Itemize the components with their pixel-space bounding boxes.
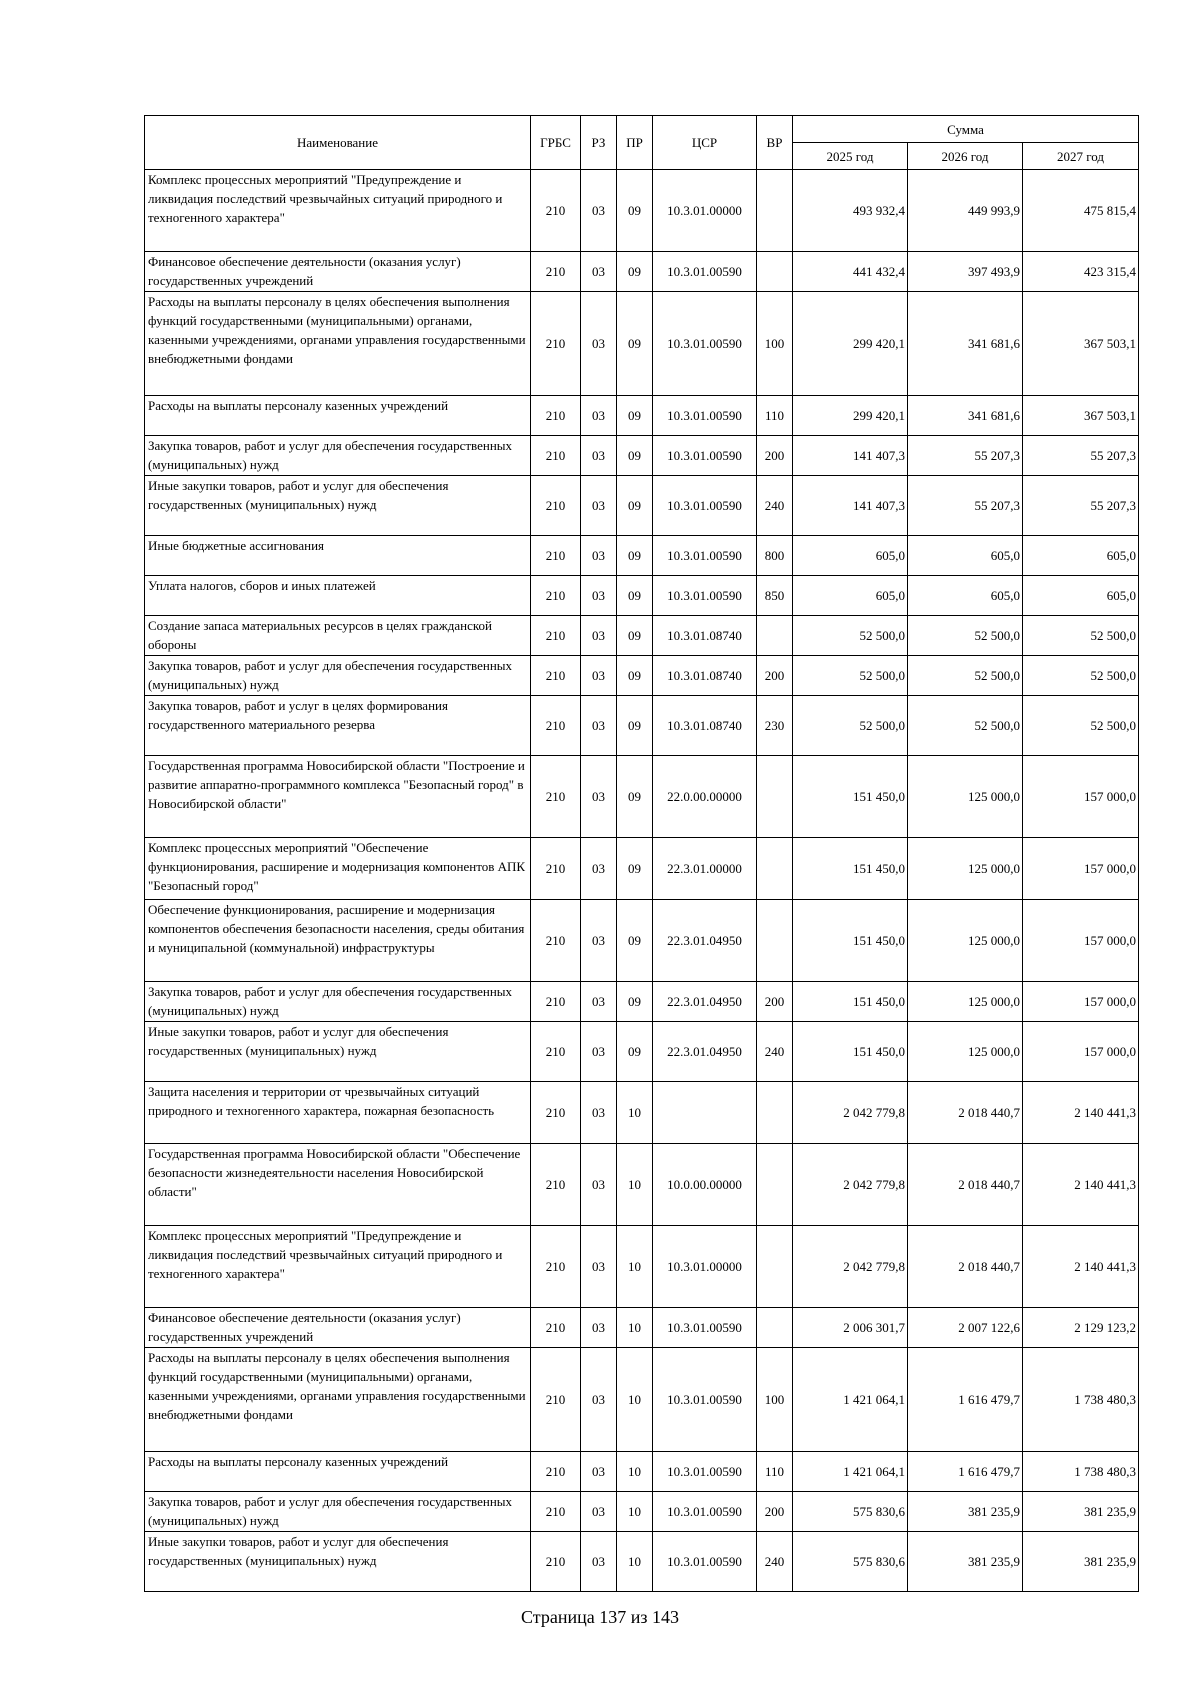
row-grbs: 210 — [531, 170, 581, 252]
row-sum-2026: 125 000,0 — [908, 756, 1023, 838]
row-grbs: 210 — [531, 252, 581, 292]
row-grbs: 210 — [531, 1082, 581, 1144]
row-sum-2026: 2 018 440,7 — [908, 1144, 1023, 1226]
row-name: Закупка товаров, работ и услуг для обеспечения государственных (муниципальных) нужд — [145, 982, 531, 1022]
row-csr: 10.3.01.00590 — [653, 396, 757, 436]
row-csr: 10.3.01.00590 — [653, 476, 757, 536]
row-sum-2025: 151 450,0 — [793, 838, 908, 900]
row-sum-2027: 1 738 480,3 — [1023, 1452, 1139, 1492]
row-sum-2027: 157 000,0 — [1023, 900, 1139, 982]
row-name: Закупка товаров, работ и услуг для обеспечения государственных (муниципальных) нужд — [145, 436, 531, 476]
row-grbs: 210 — [531, 476, 581, 536]
row-sum-2026: 341 681,6 — [908, 292, 1023, 396]
row-csr: 22.3.01.04950 — [653, 982, 757, 1022]
row-vr: 850 — [757, 576, 793, 616]
row-csr: 10.3.01.00000 — [653, 170, 757, 252]
row-vr: 110 — [757, 396, 793, 436]
row-rz: 03 — [581, 170, 617, 252]
row-pr: 09 — [617, 476, 653, 536]
row-vr — [757, 252, 793, 292]
row-sum-2026: 381 235,9 — [908, 1532, 1023, 1592]
row-csr: 10.3.01.00590 — [653, 1348, 757, 1452]
row-sum-2027: 1 738 480,3 — [1023, 1348, 1139, 1452]
table-row — [145, 576, 1139, 616]
row-name: Расходы на выплаты персоналу казенных учреждений — [145, 1452, 531, 1492]
row-pr: 10 — [617, 1144, 653, 1226]
row-rz: 03 — [581, 536, 617, 576]
row-vr: 240 — [757, 1022, 793, 1082]
table-row — [145, 170, 1139, 252]
row-name: Закупка товаров, работ и услуг для обеспечения государственных (муниципальных) нужд — [145, 1492, 531, 1532]
row-csr: 10.3.01.00590 — [653, 1452, 757, 1492]
row-pr: 09 — [617, 756, 653, 838]
row-sum-2026: 1 616 479,7 — [908, 1348, 1023, 1452]
row-sum-2026: 605,0 — [908, 536, 1023, 576]
row-sum-2026: 55 207,3 — [908, 476, 1023, 536]
row-name: Расходы на выплаты персоналу в целях обеспечения выполнения функций государственными (муниципальными) органами, казенными учреждениями, органами управления государственными внебюджетными фондами — [145, 1348, 531, 1452]
row-sum-2027: 52 500,0 — [1023, 696, 1139, 756]
row-csr: 10.3.01.00590 — [653, 252, 757, 292]
row-sum-2025: 299 420,1 — [793, 292, 908, 396]
page-number: Страница 137 из 143 — [521, 1607, 679, 1627]
row-pr: 10 — [617, 1226, 653, 1308]
table-row — [145, 696, 1139, 756]
row-pr: 09 — [617, 252, 653, 292]
row-vr: 240 — [757, 476, 793, 536]
row-name: Иные закупки товаров, работ и услуг для обеспечения государственных (муниципальных) нужд — [145, 1532, 531, 1592]
row-pr: 10 — [617, 1082, 653, 1144]
row-grbs: 210 — [531, 616, 581, 656]
row-sum-2025: 151 450,0 — [793, 982, 908, 1022]
row-pr: 09 — [617, 900, 653, 982]
row-rz: 03 — [581, 1532, 617, 1592]
row-pr: 09 — [617, 838, 653, 900]
row-sum-2026: 341 681,6 — [908, 396, 1023, 436]
row-sum-2025: 52 500,0 — [793, 696, 908, 756]
row-csr — [653, 1082, 757, 1144]
row-sum-2026: 52 500,0 — [908, 656, 1023, 696]
table-row — [145, 1452, 1139, 1492]
table-row — [145, 616, 1139, 656]
row-vr: 100 — [757, 292, 793, 396]
row-sum-2025: 493 932,4 — [793, 170, 908, 252]
row-sum-2027: 2 140 441,3 — [1023, 1226, 1139, 1308]
row-sum-2025: 52 500,0 — [793, 656, 908, 696]
row-sum-2027: 157 000,0 — [1023, 756, 1139, 838]
row-sum-2027: 605,0 — [1023, 536, 1139, 576]
row-rz: 03 — [581, 1308, 617, 1348]
row-rz: 03 — [581, 576, 617, 616]
row-sum-2027: 367 503,1 — [1023, 396, 1139, 436]
row-sum-2025: 605,0 — [793, 536, 908, 576]
row-sum-2026: 52 500,0 — [908, 696, 1023, 756]
header-vr: ВР — [757, 116, 793, 170]
table-row — [145, 756, 1139, 838]
row-name: Защита населения и территории от чрезвычайных ситуаций природного и техногенного характера, пожарная безопасность — [145, 1082, 531, 1144]
row-vr: 200 — [757, 656, 793, 696]
row-rz: 03 — [581, 838, 617, 900]
row-name: Финансовое обеспечение деятельности (оказания услуг) государственных учреждений — [145, 1308, 531, 1348]
table-row — [145, 1144, 1139, 1226]
row-pr: 09 — [617, 436, 653, 476]
row-rz: 03 — [581, 252, 617, 292]
row-sum-2026: 605,0 — [908, 576, 1023, 616]
row-sum-2025: 52 500,0 — [793, 616, 908, 656]
row-grbs: 210 — [531, 900, 581, 982]
row-sum-2025: 1 421 064,1 — [793, 1452, 908, 1492]
row-sum-2026: 52 500,0 — [908, 616, 1023, 656]
row-csr: 10.3.01.00590 — [653, 536, 757, 576]
row-sum-2027: 157 000,0 — [1023, 1022, 1139, 1082]
row-name: Обеспечение функционирования, расширение и модернизация компонентов обеспечения безопасности населения, среды обитания и муниципальной (коммунальной) инфраструктуры — [145, 900, 531, 982]
row-pr: 09 — [617, 576, 653, 616]
header-grbs: ГРБС — [531, 116, 581, 170]
row-name: Закупка товаров, работ и услуг для обеспечения государственных (муниципальных) нужд — [145, 656, 531, 696]
row-csr: 22.3.01.04950 — [653, 1022, 757, 1082]
row-name: Комплекс процессных мероприятий "Предупреждение и ликвидация последствий чрезвычайных ситуаций природного и техногенного характера" — [145, 1226, 531, 1308]
row-vr: 200 — [757, 982, 793, 1022]
row-grbs: 210 — [531, 1144, 581, 1226]
row-csr: 10.3.01.00590 — [653, 292, 757, 396]
row-rz: 03 — [581, 982, 617, 1022]
row-sum-2025: 441 432,4 — [793, 252, 908, 292]
budget-table — [144, 115, 1139, 1592]
row-name: Уплата налогов, сборов и иных платежей — [145, 576, 531, 616]
row-sum-2027: 381 235,9 — [1023, 1492, 1139, 1532]
row-sum-2026: 55 207,3 — [908, 436, 1023, 476]
row-rz: 03 — [581, 616, 617, 656]
row-vr — [757, 1082, 793, 1144]
row-rz: 03 — [581, 696, 617, 756]
row-rz: 03 — [581, 476, 617, 536]
table-row — [145, 1492, 1139, 1532]
row-grbs: 210 — [531, 396, 581, 436]
row-name: Комплекс процессных мероприятий "Обеспечение функционирования, расширение и модернизация компонентов АПК "Безопасный город" — [145, 838, 531, 900]
header-csr: ЦСР — [653, 116, 757, 170]
row-pr: 09 — [617, 396, 653, 436]
row-csr: 10.3.01.00590 — [653, 436, 757, 476]
row-sum-2025: 605,0 — [793, 576, 908, 616]
table-row — [145, 838, 1139, 900]
row-grbs: 210 — [531, 982, 581, 1022]
row-csr: 10.3.01.08740 — [653, 656, 757, 696]
row-vr: 100 — [757, 1348, 793, 1452]
row-pr: 09 — [617, 170, 653, 252]
header-year-2026: 2026 год — [908, 143, 1023, 170]
row-sum-2027: 52 500,0 — [1023, 616, 1139, 656]
row-grbs: 210 — [531, 1452, 581, 1492]
row-sum-2027: 157 000,0 — [1023, 982, 1139, 1022]
row-grbs: 210 — [531, 756, 581, 838]
row-rz: 03 — [581, 1144, 617, 1226]
row-name: Финансовое обеспечение деятельности (оказания услуг) государственных учреждений — [145, 252, 531, 292]
row-grbs: 210 — [531, 1308, 581, 1348]
row-sum-2027: 55 207,3 — [1023, 476, 1139, 536]
table-row — [145, 396, 1139, 436]
row-grbs: 210 — [531, 1492, 581, 1532]
row-sum-2025: 151 450,0 — [793, 756, 908, 838]
row-csr: 10.3.01.00590 — [653, 1492, 757, 1532]
row-sum-2027: 2 140 441,3 — [1023, 1082, 1139, 1144]
row-sum-2026: 125 000,0 — [908, 1022, 1023, 1082]
row-grbs: 210 — [531, 536, 581, 576]
header-rz: РЗ — [581, 116, 617, 170]
row-pr: 10 — [617, 1308, 653, 1348]
table-row — [145, 476, 1139, 536]
row-sum-2025: 2 006 301,7 — [793, 1308, 908, 1348]
row-csr: 10.0.00.00000 — [653, 1144, 757, 1226]
row-sum-2025: 151 450,0 — [793, 900, 908, 982]
row-sum-2027: 157 000,0 — [1023, 838, 1139, 900]
row-name: Иные закупки товаров, работ и услуг для обеспечения государственных (муниципальных) нужд — [145, 1022, 531, 1082]
row-pr: 10 — [617, 1348, 653, 1452]
row-pr: 10 — [617, 1492, 653, 1532]
row-pr: 10 — [617, 1452, 653, 1492]
row-vr: 800 — [757, 536, 793, 576]
table-row — [145, 536, 1139, 576]
row-sum-2025: 2 042 779,8 — [793, 1226, 908, 1308]
header-pr: ПР — [617, 116, 653, 170]
row-csr: 10.3.01.00590 — [653, 576, 757, 616]
row-name: Государственная программа Новосибирской области "Обеспечение безопасности жизнедеятельности населения Новосибирской области" — [145, 1144, 531, 1226]
row-grbs: 210 — [531, 656, 581, 696]
table-row — [145, 900, 1139, 982]
row-sum-2027: 52 500,0 — [1023, 656, 1139, 696]
row-pr: 09 — [617, 982, 653, 1022]
row-sum-2025: 2 042 779,8 — [793, 1082, 908, 1144]
row-csr: 22.3.01.00000 — [653, 838, 757, 900]
row-sum-2025: 141 407,3 — [793, 436, 908, 476]
table-row — [145, 1348, 1139, 1452]
row-vr — [757, 1308, 793, 1348]
row-sum-2025: 575 830,6 — [793, 1532, 908, 1592]
table-row — [145, 252, 1139, 292]
header-year-2027: 2027 год — [1023, 143, 1139, 170]
row-vr — [757, 170, 793, 252]
table-row — [145, 1308, 1139, 1348]
row-vr — [757, 616, 793, 656]
row-sum-2026: 2 018 440,7 — [908, 1082, 1023, 1144]
row-grbs: 210 — [531, 436, 581, 476]
row-sum-2027: 423 315,4 — [1023, 252, 1139, 292]
row-sum-2027: 2 140 441,3 — [1023, 1144, 1139, 1226]
row-grbs: 210 — [531, 576, 581, 616]
row-sum-2025: 141 407,3 — [793, 476, 908, 536]
row-name: Иные закупки товаров, работ и услуг для обеспечения государственных (муниципальных) нужд — [145, 476, 531, 536]
row-vr: 230 — [757, 696, 793, 756]
row-sum-2027: 55 207,3 — [1023, 436, 1139, 476]
row-grbs: 210 — [531, 1226, 581, 1308]
row-grbs: 210 — [531, 1532, 581, 1592]
row-name: Создание запаса материальных ресурсов в целях гражданской обороны — [145, 616, 531, 656]
row-rz: 03 — [581, 756, 617, 838]
table-body — [145, 170, 1139, 1592]
row-rz: 03 — [581, 900, 617, 982]
row-vr: 200 — [757, 436, 793, 476]
row-pr: 09 — [617, 656, 653, 696]
row-vr — [757, 838, 793, 900]
row-rz: 03 — [581, 656, 617, 696]
row-csr: 22.0.00.00000 — [653, 756, 757, 838]
row-pr: 09 — [617, 292, 653, 396]
row-sum-2027: 475 815,4 — [1023, 170, 1139, 252]
row-rz: 03 — [581, 1022, 617, 1082]
row-sum-2027: 2 129 123,2 — [1023, 1308, 1139, 1348]
table-row — [145, 1226, 1139, 1308]
row-csr: 10.3.01.00590 — [653, 1308, 757, 1348]
row-name: Расходы на выплаты персоналу казенных учреждений — [145, 396, 531, 436]
row-rz: 03 — [581, 1082, 617, 1144]
row-csr: 10.3.01.00000 — [653, 1226, 757, 1308]
row-csr: 22.3.01.04950 — [653, 900, 757, 982]
row-rz: 03 — [581, 1492, 617, 1532]
row-csr: 10.3.01.08740 — [653, 696, 757, 756]
row-sum-2025: 151 450,0 — [793, 1022, 908, 1082]
row-grbs: 210 — [531, 838, 581, 900]
row-vr: 200 — [757, 1492, 793, 1532]
row-vr — [757, 756, 793, 838]
row-sum-2026: 125 000,0 — [908, 838, 1023, 900]
row-pr: 09 — [617, 696, 653, 756]
row-name: Иные бюджетные ассигнования — [145, 536, 531, 576]
row-name: Комплекс процессных мероприятий "Предупреждение и ликвидация последствий чрезвычайных ситуаций природного и техногенного характера" — [145, 170, 531, 252]
row-rz: 03 — [581, 1226, 617, 1308]
row-name: Расходы на выплаты персоналу в целях обеспечения выполнения функций государственными (муниципальными) органами, казенными учреждениями, органами управления государственными внебюджетными фондами — [145, 292, 531, 396]
table-row — [145, 982, 1139, 1022]
row-csr: 10.3.01.00590 — [653, 1532, 757, 1592]
row-vr: 110 — [757, 1452, 793, 1492]
row-vr — [757, 900, 793, 982]
row-pr: 10 — [617, 1532, 653, 1592]
row-sum-2026: 449 993,9 — [908, 170, 1023, 252]
header-sum: Сумма — [793, 116, 1139, 143]
row-sum-2027: 367 503,1 — [1023, 292, 1139, 396]
row-sum-2025: 299 420,1 — [793, 396, 908, 436]
table-row — [145, 656, 1139, 696]
row-rz: 03 — [581, 436, 617, 476]
row-grbs: 210 — [531, 1348, 581, 1452]
row-rz: 03 — [581, 1348, 617, 1452]
row-sum-2025: 1 421 064,1 — [793, 1348, 908, 1452]
table-row — [145, 1022, 1139, 1082]
row-vr: 240 — [757, 1532, 793, 1592]
row-name: Закупка товаров, работ и услуг в целях формирования государственного материального резерва — [145, 696, 531, 756]
table-row — [145, 1082, 1139, 1144]
row-sum-2027: 381 235,9 — [1023, 1532, 1139, 1592]
row-sum-2026: 1 616 479,7 — [908, 1452, 1023, 1492]
row-grbs: 210 — [531, 1022, 581, 1082]
row-sum-2025: 575 830,6 — [793, 1492, 908, 1532]
row-name: Государственная программа Новосибирской области "Построение и развитие аппаратно-программного комплекса "Безопасный город" в Новосибирской области" — [145, 756, 531, 838]
header-name: Наименование — [145, 116, 531, 170]
row-sum-2026: 397 493,9 — [908, 252, 1023, 292]
row-grbs: 210 — [531, 292, 581, 396]
header-year-2025: 2025 год — [793, 143, 908, 170]
row-sum-2026: 125 000,0 — [908, 982, 1023, 1022]
row-vr — [757, 1226, 793, 1308]
table-header — [145, 116, 1139, 170]
row-sum-2027: 605,0 — [1023, 576, 1139, 616]
row-sum-2025: 2 042 779,8 — [793, 1144, 908, 1226]
row-rz: 03 — [581, 1452, 617, 1492]
row-pr: 09 — [617, 1022, 653, 1082]
row-rz: 03 — [581, 396, 617, 436]
table-row — [145, 1532, 1139, 1592]
row-rz: 03 — [581, 292, 617, 396]
table-row — [145, 292, 1139, 396]
row-sum-2026: 125 000,0 — [908, 900, 1023, 982]
table-row — [145, 436, 1139, 476]
row-pr: 09 — [617, 616, 653, 656]
row-sum-2026: 2 007 122,6 — [908, 1308, 1023, 1348]
row-vr — [757, 1144, 793, 1226]
row-sum-2026: 381 235,9 — [908, 1492, 1023, 1532]
row-csr: 10.3.01.08740 — [653, 616, 757, 656]
row-pr: 09 — [617, 536, 653, 576]
row-sum-2026: 2 018 440,7 — [908, 1226, 1023, 1308]
row-grbs: 210 — [531, 696, 581, 756]
